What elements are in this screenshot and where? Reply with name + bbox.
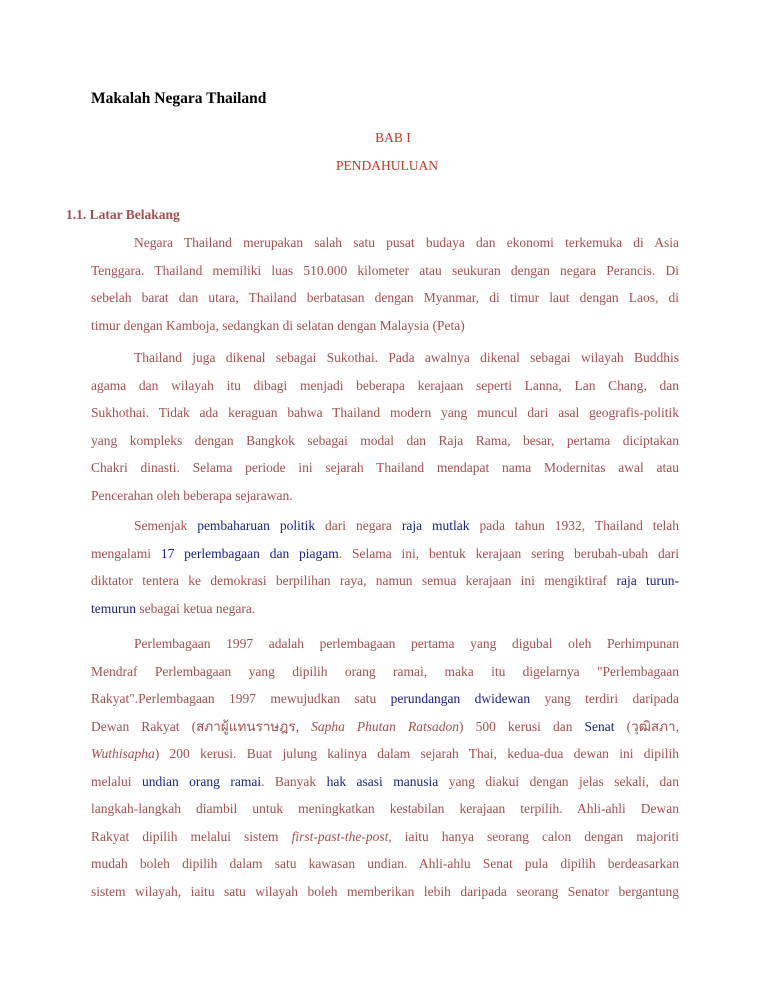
text-run: . Selama ini, bentuk kerajaan sering berubah-ubah dari [338,545,679,561]
link-undian-orang-ramai[interactable]: undian orang ramai [141,773,262,789]
text-run: , iaitu hanya seorang calon dengan majoriti [388,828,680,844]
text-line [91,823,679,851]
text-run: Rakyat".Perlembagaan 1997 mewujudkan satu [91,691,377,706]
text-run: yang diakui dengan jelas sekali, dan [448,773,679,789]
text-run: ) 500 kerusi dan [459,718,573,734]
chapter-title: PENDAHULUAN [336,158,438,173]
text-line [91,713,679,741]
text-line [91,740,679,768]
text-run: pada tahun 1932, Thailand telah [479,518,680,533]
text-line: Tenggara. Thailand memiliki luas 510.000 kilometer atau seukuran dengan negara Perancis. Di [91,262,679,278]
text-line: sebelah barat dan utara, Thailand berbatasan dengan Myanmar, di timur laut dengan Laos, di [91,290,679,305]
text-line: Thailand juga dikenal sebagai Sukothai. Pada awalnya dikenal sebagai wilayah Buddhis [134,350,679,365]
link-perundangan-dwidewan[interactable]: perundangan dwidewan [390,691,531,706]
text-line: agama dan wilayah itu dibagi menjadi beberapa kerajaan seperti Lanna, Lan Chang, dan [91,377,679,393]
italic-term: Wuthisapha [91,746,155,761]
text-line: Chakri dinasti. Selama periode ini sejarah Thailand mendapat nama Modernitas awal atau [91,460,679,475]
text-run: melalui [91,773,132,789]
text-line: Mendraf Perlembagaan yang dipilih orang ramai, maka itu digelarnya "Perlembagaan [91,663,679,679]
link-perlembagaan-dan-piagam[interactable]: 17 perlembagaan dan piagam [160,545,339,561]
text-line [91,567,679,595]
chapter-number: BAB I [375,130,411,145]
text-line: yang kompleks dengan Bangkok sebagai modal dan Raja Rama, besar, pertama diciptakan [91,432,679,448]
text-run: (วุฒิสภา, [626,718,679,734]
paragraph-3 [91,512,679,622]
text-line [91,540,679,568]
text-line: langkah-langkah diambil untuk meningkatkan kestabilan kerajaan terpilih. Ahli-ahli Dewan [91,801,679,816]
text-run: dari negara [325,518,392,533]
link-raja-turun-temurun[interactable]: temurun [91,600,136,616]
text-run: Dewan Rakyat (สภาผู้แทนราษฎร, [91,718,300,734]
text-line: timur dengan Kamboja, sedangkan di selatan dengan Malaysia (Peta) [91,317,465,333]
text-run: mengalami [91,545,151,561]
link-hak-asasi-manusia[interactable]: hak asasi manusia [326,773,439,789]
document-title: Makalah Negara Thailand [91,90,267,107]
link-raja-turun-temurun[interactable]: raja turun- [616,573,679,588]
text-line: Pencerahan oleh beberapa sejarawan. [91,487,293,503]
text-run: ) 200 kerusi. Buat julung kalinya dalam sejarah Thai, kedua-dua dewan ini dipilih [154,746,679,761]
text-run: yang terdiri daripada [544,691,679,706]
text-line: Sukhothai. Tidak ada keraguan bahwa Thailand modern yang muncul dari asal geografis-politik [91,405,679,420]
italic-term: first-past-the-post [291,828,389,844]
italic-term: Sapha Phutan Ratsadon [311,718,459,734]
link-pembaharuan-politik[interactable]: pembaharuan politik [197,518,316,533]
section-heading: 1.1. Latar Belakang [66,207,180,222]
text-run: sebagai ketua negara. [139,600,256,616]
paragraph-4 [91,630,679,905]
paragraph-1 [91,229,679,339]
link-raja-mutlak[interactable]: raja mutlak [401,518,470,533]
text-run: diktator tentera ke demokrasi berpilihan raya, namun semua kerajaan ini mengiktiraf [91,573,608,588]
text-run: . Banyak [261,773,317,789]
text-line [91,768,679,796]
link-senat[interactable]: Senat [584,718,615,734]
text-run: Semenjak [134,518,188,533]
text-line [91,685,679,713]
text-line: Perlembagaan 1997 adalah perlembagaan pertama yang digubal oleh Perhimpunan [134,636,679,651]
text-line [91,595,679,623]
text-line: Negara Thailand merupakan salah satu pusat budaya dan ekonomi terkemuka di Asia [134,235,679,250]
text-run: Rakyat dipilih melalui sistem [91,828,279,844]
text-line [91,512,679,540]
text-line: mudah boleh dipilih dalam satu kawasan undian. Ahli-ahlu Senat pula dipilih berdeasarkan [91,856,679,871]
paragraph-2 [91,344,679,509]
text-line: sistem wilayah, iaitu satu wilayah boleh memberikan lebih daripada seorang Senator bergantung [91,883,679,899]
